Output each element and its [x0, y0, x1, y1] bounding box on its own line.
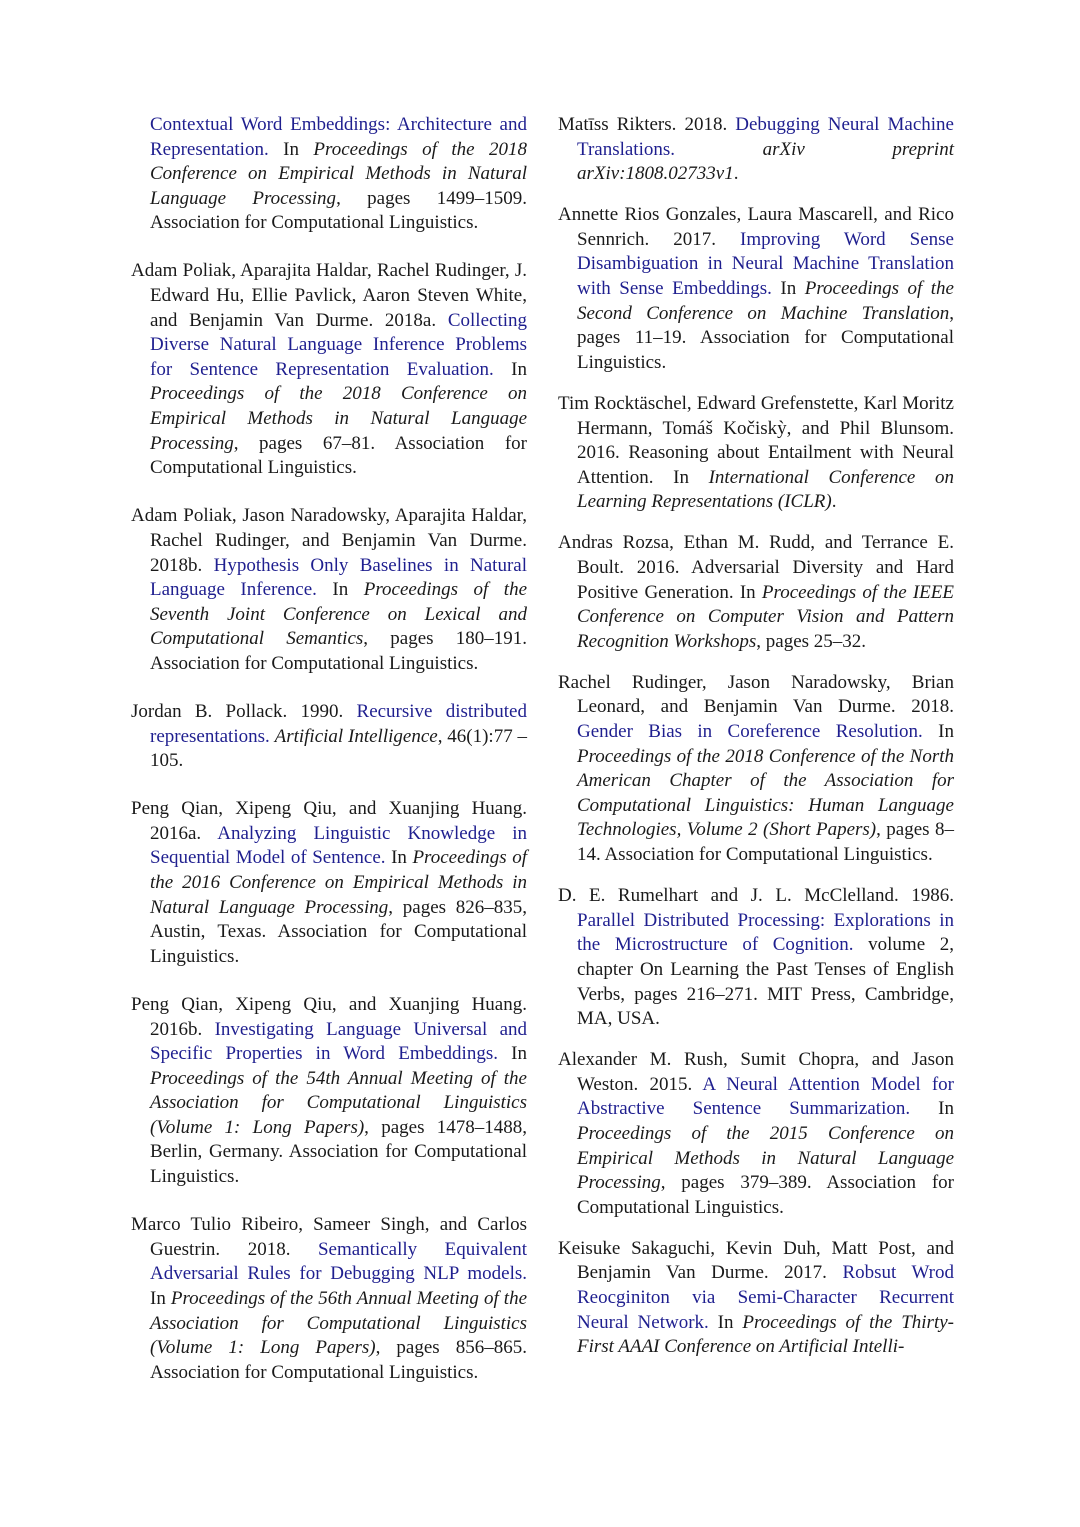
reference-text: , pages 67–81. Association for Computational Linguistics.: [150, 432, 527, 479]
reference-text: In: [493, 358, 527, 380]
reference-entry: [558, 392, 954, 515]
reference-title-link[interactable]: Contextual Word Embeddings: Architecture and Representation.: [150, 114, 527, 160]
reference-entry: [131, 504, 527, 676]
reference-text: volume 2, chapter On Learning the Past Tenses of English Verbs, pages 216–271. MIT Press, Cambridge, MA, USA.: [577, 934, 954, 1030]
reference-entry: [131, 1213, 527, 1385]
reference-title-link[interactable]: Collecting Diverse Natural Language Inference Problems for Sentence Representation Evaluation.: [150, 309, 527, 380]
reference-venue: Proceedings of the 2018 Conference on Empirical Methods in Natural Language Processing: [150, 383, 527, 454]
reference-text: , pages 379–389. Association for Computational Linguistics.: [577, 1172, 954, 1218]
reference-entry: [558, 531, 954, 654]
reference-entry: [558, 113, 954, 187]
reference-text: In: [771, 278, 805, 300]
reference-venue: Proceedings of the 2016 Conference on Empirical Methods in Natural Language Processing: [150, 847, 528, 918]
reference-text: Matīss Rikters. 2018.: [558, 114, 736, 135]
reference-title-link[interactable]: Parallel Distributed Processing: Explorations in the Microstructure of Cognition.: [577, 909, 954, 956]
reference-entry: [131, 113, 527, 236]
reference-text: Jordan B. Pollack. 1990.: [131, 700, 357, 722]
reference-text: , pages 8–14. Association for Computational Linguistics.: [577, 819, 954, 866]
reference-title-link[interactable]: Analyzing Linguistic Knowledge in Sequential Model of Sentence.: [150, 822, 528, 869]
reference-entry: [131, 700, 527, 774]
reference-venue: Proceedings of the Thirty-First AAAI Conference on Artificial Intelli-: [577, 1311, 954, 1358]
references-left-column: [131, 113, 527, 1409]
reference-title-link[interactable]: Investigating Language Universal and Specific Properties in Word Embeddings.: [150, 1018, 527, 1065]
reference-title-link[interactable]: Semantically Equivalent Adversarial Rules for Debugging NLP models.: [150, 1238, 527, 1285]
reference-text: Peng Qian, Xipeng Qiu, and Xuanjing Huang. 2016a.: [131, 798, 527, 844]
reference-text: In: [910, 1098, 954, 1120]
reference-text: Annette Rios Gonzales, Laura Mascarell, and Rico Sennrich. 2017.: [558, 204, 954, 250]
reference-text: [675, 139, 763, 160]
reference-title-link[interactable]: Gender Bias in Coreference Resolution.: [577, 721, 923, 743]
reference-text: , pages 1499–1509. Association for Computational Linguistics.: [150, 187, 527, 234]
reference-text: In: [497, 1043, 527, 1065]
reference-text: In: [922, 721, 954, 743]
reference-venue: Proceedings of the 54th Annual Meeting of the Association for Computational Linguistics (Volume 1: Long Papers): [150, 1067, 527, 1138]
reference-venue: arXiv preprint arXiv:1808.02733v1: [577, 138, 954, 185]
reference-title-link[interactable]: Hypothesis Only Baselines in Natural Language Inference.: [150, 554, 528, 601]
reference-title-link[interactable]: Improving Word Sense Disambiguation in Neural Machine Translation with Sense Embeddings.: [577, 228, 954, 300]
references-right-column: [558, 113, 954, 1376]
reference-venue: Proceedings of the Seventh Joint Conference on Lexical and Computational Semantics: [150, 579, 528, 650]
reference-text: In: [268, 138, 314, 160]
reference-text: Rachel Rudinger, Jason Naradowsky, Brian Leonard, and Benjamin Van Durme. 2018.: [558, 671, 954, 718]
reference-text: .: [733, 163, 739, 185]
reference-entry: [558, 671, 954, 868]
reference-venue: Proceedings of the IEEE Conference on Computer Vision and Pattern Recognition Workshops: [577, 581, 954, 652]
reference-text: , pages 826–835, Austin, Texas. Association for Computational Linguistics.: [150, 896, 527, 967]
reference-text: , pages 11–19. Association for Computational Linguistics.: [577, 302, 954, 373]
reference-text: Andras Rozsa, Ethan M. Rudd, and Terrance E. Boult. 2016. Adversarial Diversity and Hard Positive Generation. In: [558, 532, 954, 603]
reference-text: Keisuke Sakaguchi, Kevin Duh, Matt Post, and Benjamin Van Durme. 2017.: [558, 1237, 954, 1284]
reference-venue: International Conference on Learning Representations (ICLR): [577, 466, 954, 513]
reference-text: Adam Poliak, Aparajita Haldar, Rachel Rudinger, J. Edward Hu, Ellie Pavlick, Aaron Steven White, and Benjamin Van Durme. 2018a.: [131, 260, 527, 331]
reference-venue: Proceedings of the Second Conference on Machine Translation: [577, 278, 954, 324]
reference-text: In: [385, 847, 413, 869]
reference-entry: [131, 993, 527, 1190]
reference-venue: Proceedings of the 2015 Conference on Empirical Methods in Natural Language Processing: [577, 1122, 954, 1194]
reference-venue: Proceedings of the 2018 Conference on Empirical Methods in Natural Language Processing: [150, 138, 527, 209]
reference-title-link[interactable]: Recursive distributed representations.: [150, 700, 527, 747]
reference-text: In: [708, 1311, 743, 1333]
reference-text: In: [150, 1287, 171, 1309]
reference-text: , pages 1478–1488, Berlin, Germany. Association for Computational Linguistics.: [150, 1116, 528, 1188]
reference-entry: [131, 259, 527, 480]
reference-venue: Proceedings of the 56th Annual Meeting of the Association for Computational Linguistics (Volume 1: Long Papers): [150, 1287, 527, 1359]
reference-text: In: [316, 579, 364, 601]
reference-venue: Proceedings of the 2018 Conference of the North American Chapter of the Association for Computational Linguistics: Human Language Technologies, Volume 2 (Short Papers): [577, 745, 954, 841]
reference-title-link[interactable]: Debugging Neural Machine Translations.: [577, 114, 954, 160]
reference-entry: [131, 797, 527, 969]
reference-title-link[interactable]: A Neural Attention Model for Abstractive Sentence Summarization.: [577, 1073, 954, 1120]
reference-text: D. E. Rumelhart and J. L. McClelland. 1986.: [558, 885, 954, 907]
reference-entry: [558, 1237, 954, 1360]
reference-text: , pages 180–191. Association for Computational Linguistics.: [150, 628, 527, 674]
reference-text: , pages 856–865. Association for Computational Linguistics.: [150, 1337, 527, 1383]
reference-entry: [558, 884, 954, 1032]
reference-text: Tim Rocktäschel, Edward Grefenstette, Karl Moritz Hermann, Tomáš Kočiskỳ, and Phil Blunsom. 2016. Reasoning about Entailment with Neural Attention. In: [558, 392, 954, 488]
reference-venue: Artificial Intelligence: [274, 725, 438, 747]
reference-entry: [558, 203, 954, 375]
reference-title-link[interactable]: Robsut Wrod Reocginiton via Semi-Character Recurrent Neural Network.: [577, 1262, 954, 1333]
reference-entry: [558, 1048, 954, 1220]
reference-text: Marco Tulio Ribeiro, Sameer Singh, and Carlos Guestrin. 2018.: [131, 1214, 527, 1260]
reference-text: , pages 25–32.: [756, 630, 867, 652]
reference-text: .: [831, 491, 837, 513]
reference-text: Alexander M. Rush, Sumit Chopra, and Jason Weston. 2015.: [558, 1049, 954, 1095]
reference-text: Adam Poliak, Jason Naradowsky, Aparajita Haldar, Rachel Rudinger, and Benjamin Van Durme. 2018b.: [131, 505, 527, 576]
reference-text: , 46(1):77 – 105.: [150, 725, 528, 772]
reference-text: Peng Qian, Xipeng Qiu, and Xuanjing Huang. 2016b.: [131, 993, 527, 1040]
